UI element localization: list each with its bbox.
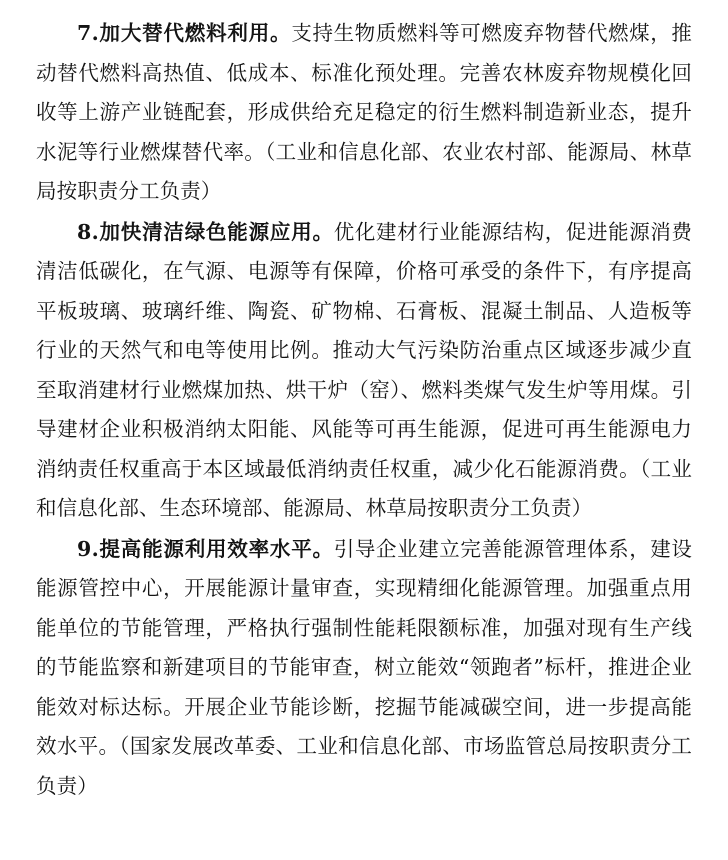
paragraph-8-heading: 8.加快清洁绿色能源应用。 xyxy=(77,219,334,244)
paragraph-9 xyxy=(36,530,692,807)
paragraph-7-heading: 7.加大替代燃料利用。 xyxy=(77,21,292,45)
paragraph-9-heading: 9.提高能源利用效率水平。 xyxy=(77,536,334,561)
paragraph-7-body: 支持生物质燃料等可燃废弃物替代燃煤，推动替代燃料高热值、低成本、标准化预处理。完善农林废弃物规模化回收等上游产业链配套，形成供给充足稳定的衍生燃料制造新业态，提升水泥等行业燃煤替代率。（工业和信息化部、农业农村部、能源局、林草局按职责分工负责） xyxy=(36,21,692,203)
paragraph-7 xyxy=(36,14,692,212)
paragraph-8 xyxy=(36,213,692,529)
paragraph-8-body: 优化建材行业能源结构，促进能源消费清洁低碳化，在气源、电源等有保障，价格可承受的条件下，有序提高平板玻璃、玻璃纤维、陶瓷、矿物棉、石膏板、混凝土制品、人造板等行业的天然气和电等使用比例。推动大气污染防治重点区域逐步减少直至取消建材行业燃煤加热、烘干炉（窑）、燃料类煤气发生炉等用煤。引导建材企业积极消纳太阳能、风能等可再生能源，促进可再生能源电力消纳责任权重高于本区域最低消纳责任权重，减少化石能源消费。（工业和信息化部、生态环境部、能源局、林草局按职责分工负责） xyxy=(36,219,692,520)
paragraph-9-body: 引导企业建立完善能源管理体系，建设能源管控中心，开展能源计量审查，实现精细化能源管理。加强重点用能单位的节能管理，严格执行强制性能耗限额标准，加强对现有生产线的节能监察和新建项目的节能审查，树立能效“领跑者”标杆，推进企业能效对标达标。开展企业节能诊断，挖掘节能减碳空间，进一步提高能效水平。（国家发展改革委、工业和信息化部、市场监管总局按职责分工负责） xyxy=(36,536,692,798)
